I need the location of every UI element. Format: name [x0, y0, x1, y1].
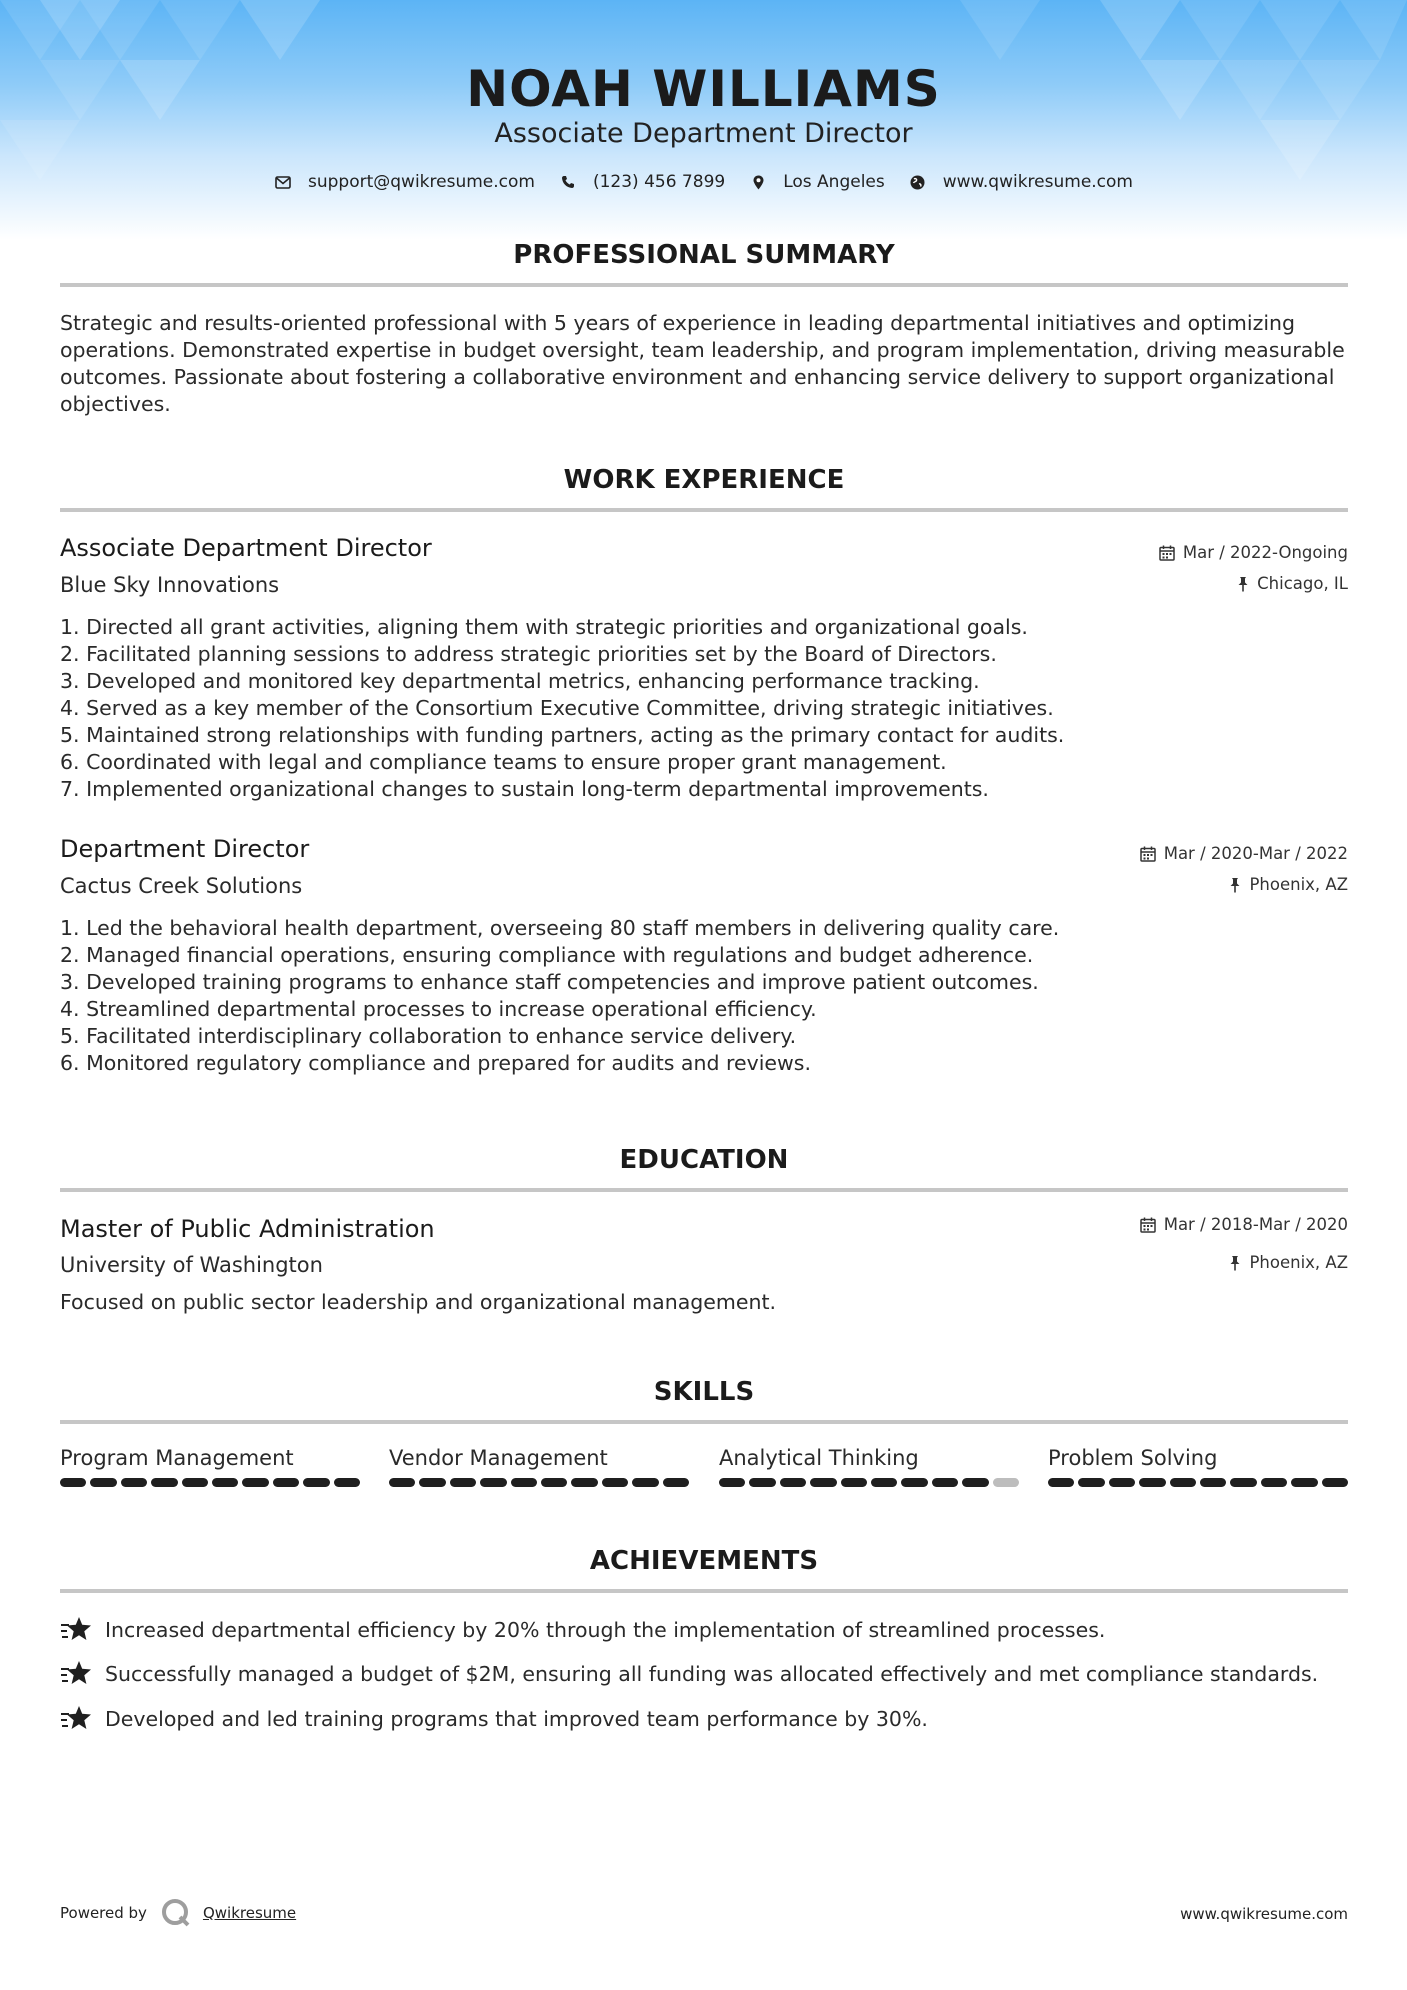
calendar-icon — [1159, 545, 1175, 561]
star-icon — [60, 1660, 93, 1688]
skill-vendor-management — [389, 1446, 689, 1487]
star-icon — [60, 1616, 93, 1644]
achievement-text: Developed and led training programs that improved team performance by 30%. — [105, 1707, 928, 1731]
skill-segment-filled — [780, 1478, 806, 1487]
list-item: 1. Led the behavioral health department, overseeing 80 staff members in delivering quality care. — [60, 916, 1060, 940]
skill-segment-filled — [212, 1478, 238, 1487]
calendar-icon — [1140, 846, 1156, 862]
achievement-text: Increased departmental efficiency by 20% through the implementation of streamlined processes. — [105, 1618, 1106, 1642]
job-location — [1237, 574, 1348, 593]
job-dates-text: Mar / 2022-Ongoing — [1182, 543, 1348, 562]
job-company: Blue Sky Innovations — [60, 573, 280, 597]
skill-segment-filled — [932, 1478, 958, 1487]
list-item: 1. Directed all grant activities, aligning them with strategic priorities and organizational goals. — [60, 615, 1028, 639]
list-item: 3. Developed training programs to enhance staff competencies and improve patient outcomes. — [60, 970, 1039, 994]
skill-label: Vendor Management — [389, 1446, 608, 1470]
phone-icon — [559, 173, 577, 191]
skill-segment-filled — [90, 1478, 116, 1487]
skill-segment-filled — [273, 1478, 299, 1487]
skill-segment-filled — [810, 1478, 836, 1487]
education-location-text: Phoenix, AZ — [1249, 1253, 1348, 1272]
skill-segment-filled — [419, 1478, 445, 1487]
achievement-text: Successfully managed a budget of $2M, ensuring all funding was allocated effectively and met compliance standards. — [105, 1662, 1319, 1686]
skill-segment-filled — [242, 1478, 268, 1487]
education-description: Focused on public sector leadership and organizational management. — [60, 1290, 777, 1314]
skill-segment-filled — [901, 1478, 927, 1487]
calendar-icon — [1140, 1217, 1156, 1233]
skill-label: Problem Solving — [1048, 1446, 1218, 1470]
skill-segment-filled — [871, 1478, 897, 1487]
achievement-item — [60, 1616, 1105, 1644]
education-degree: Master of Public Administration — [60, 1215, 435, 1243]
section-divider — [60, 1188, 1348, 1192]
skill-segment-filled — [334, 1478, 360, 1487]
skill-segment-filled — [962, 1478, 988, 1487]
skill-segment-filled — [480, 1478, 506, 1487]
achievement-item — [60, 1705, 928, 1733]
skill-segment-filled — [632, 1478, 658, 1487]
qwikresume-link[interactable]: Qwikresume — [202, 1904, 297, 1922]
list-item: 5. Facilitated interdisciplinary collaboration to enhance service delivery. — [60, 1024, 797, 1048]
skill-analytical-thinking — [719, 1446, 1019, 1487]
skill-segment-filled — [121, 1478, 147, 1487]
section-title-skills: SKILLS — [653, 1377, 755, 1407]
contact-website-text: www.qwikresume.com — [942, 172, 1133, 192]
job-company: Cactus Creek Solutions — [60, 874, 303, 898]
job-bullets — [60, 614, 1064, 803]
contact-email[interactable] — [274, 172, 535, 192]
skill-segment-empty — [993, 1478, 1019, 1487]
list-item: 7. Implemented organizational changes to sustain long-term departmental improvements. — [60, 777, 989, 801]
powered-by-label: Powered by — [60, 1904, 147, 1922]
achievement-item — [60, 1660, 1318, 1688]
skill-segment-filled — [571, 1478, 597, 1487]
envelope-icon — [274, 173, 292, 191]
skill-segment-filled — [541, 1478, 567, 1487]
map-pin-icon — [749, 173, 767, 191]
contact-email-text: support@qwikresume.com — [308, 172, 535, 192]
job-dates — [1140, 844, 1348, 863]
skill-segment-filled — [1078, 1478, 1104, 1487]
skill-segment-filled — [1200, 1478, 1226, 1487]
section-divider — [60, 283, 1348, 287]
job-title: Associate Department Director — [60, 534, 432, 562]
list-item: 2. Managed financial operations, ensuring compliance with regulations and budget adherence. — [60, 943, 1034, 967]
footer-powered-by — [60, 1898, 296, 1928]
skill-segment-filled — [719, 1478, 745, 1487]
job-location-text: Chicago, IL — [1257, 574, 1348, 593]
list-item: 5. Maintained strong relationships with funding partners, acting as the primary contact for audits. — [60, 723, 1065, 747]
contact-location — [749, 172, 885, 192]
section-title-experience: WORK EXPERIENCE — [563, 465, 845, 495]
skill-label: Analytical Thinking — [719, 1446, 919, 1470]
skill-segment-filled — [303, 1478, 329, 1487]
contact-website[interactable] — [909, 172, 1133, 192]
skill-segment-filled — [60, 1478, 86, 1487]
job-location — [1229, 875, 1348, 894]
section-title-achievements: ACHIEVEMENTS — [589, 1546, 819, 1576]
pushpin-icon — [1229, 1255, 1241, 1271]
pushpin-icon — [1229, 877, 1241, 893]
skill-segment-filled — [450, 1478, 476, 1487]
contact-phone[interactable] — [559, 172, 725, 192]
skill-segment-filled — [151, 1478, 177, 1487]
pushpin-icon — [1237, 576, 1249, 592]
section-divider — [60, 508, 1348, 512]
skill-segment-filled — [1322, 1478, 1348, 1487]
skill-level-bar — [719, 1478, 1019, 1487]
list-item: 3. Developed and monitored key departmental metrics, enhancing performance tracking. — [60, 669, 980, 693]
candidate-role: Associate Department Director — [494, 118, 913, 149]
job-location-text: Phoenix, AZ — [1249, 875, 1348, 894]
skill-program-management — [60, 1446, 360, 1487]
skill-segment-filled — [389, 1478, 415, 1487]
list-item: 4. Served as a key member of the Consortium Executive Committee, driving strategic initiatives. — [60, 696, 1054, 720]
skill-segment-filled — [1230, 1478, 1256, 1487]
education-dates-text: Mar / 2018-Mar / 2020 — [1163, 1215, 1348, 1234]
skill-level-bar — [389, 1478, 689, 1487]
job-dates-text: Mar / 2020-Mar / 2022 — [1163, 844, 1348, 863]
summary-text: Strategic and results-oriented professional with 5 years of experience in leading departmental initiatives and optimizing operations. Demonstrated expertise in budget oversight, team leadership, and program implementation, driving measurable outcomes. Passionate about fostering a collaborative environment and enhancing service delivery to support organizational objectives. — [60, 311, 1345, 416]
contact-location-text: Los Angeles — [783, 172, 885, 192]
skill-segment-filled — [1109, 1478, 1135, 1487]
qwikresume-logo-icon — [161, 1898, 191, 1928]
skill-segment-filled — [602, 1478, 628, 1487]
job-bullets — [60, 915, 1059, 1077]
section-divider — [60, 1420, 1348, 1424]
skill-segment-filled — [841, 1478, 867, 1487]
skill-level-bar — [1048, 1478, 1348, 1487]
list-item: 6. Monitored regulatory compliance and prepared for audits and reviews. — [60, 1051, 812, 1075]
globe-icon — [909, 173, 927, 191]
list-item: 2. Facilitated planning sessions to address strategic priorities set by the Board of Directors. — [60, 642, 997, 666]
section-title-education: EDUCATION — [619, 1145, 789, 1175]
education-location — [1229, 1253, 1348, 1272]
skill-segment-filled — [511, 1478, 537, 1487]
list-item: 6. Coordinated with legal and compliance teams to ensure proper grant management. — [60, 750, 947, 774]
skill-problem-solving — [1048, 1446, 1348, 1487]
skill-segment-filled — [1139, 1478, 1165, 1487]
skill-segment-filled — [663, 1478, 689, 1487]
list-item: 4. Streamlined departmental processes to increase operational efficiency. — [60, 997, 817, 1021]
skill-segment-filled — [1170, 1478, 1196, 1487]
contact-phone-text: (123) 456 7899 — [592, 172, 726, 192]
education-dates — [1140, 1215, 1348, 1234]
section-divider — [60, 1589, 1348, 1593]
education-school: University of Washington — [60, 1253, 323, 1277]
job-title: Department Director — [60, 835, 310, 863]
skill-segment-filled — [749, 1478, 775, 1487]
contact-bar — [0, 172, 1407, 192]
candidate-name: NOAH WILLIAMS — [466, 60, 941, 118]
star-icon — [60, 1705, 93, 1733]
skill-segment-filled — [182, 1478, 208, 1487]
skill-segment-filled — [1048, 1478, 1074, 1487]
section-title-summary: PROFESSIONAL SUMMARY — [513, 240, 895, 270]
skill-label: Program Management — [60, 1446, 294, 1470]
skill-segment-filled — [1261, 1478, 1287, 1487]
skill-level-bar — [60, 1478, 360, 1487]
job-dates — [1159, 543, 1348, 562]
skill-segment-filled — [1291, 1478, 1317, 1487]
footer-url[interactable]: www.qwikresume.com — [1180, 1905, 1348, 1923]
